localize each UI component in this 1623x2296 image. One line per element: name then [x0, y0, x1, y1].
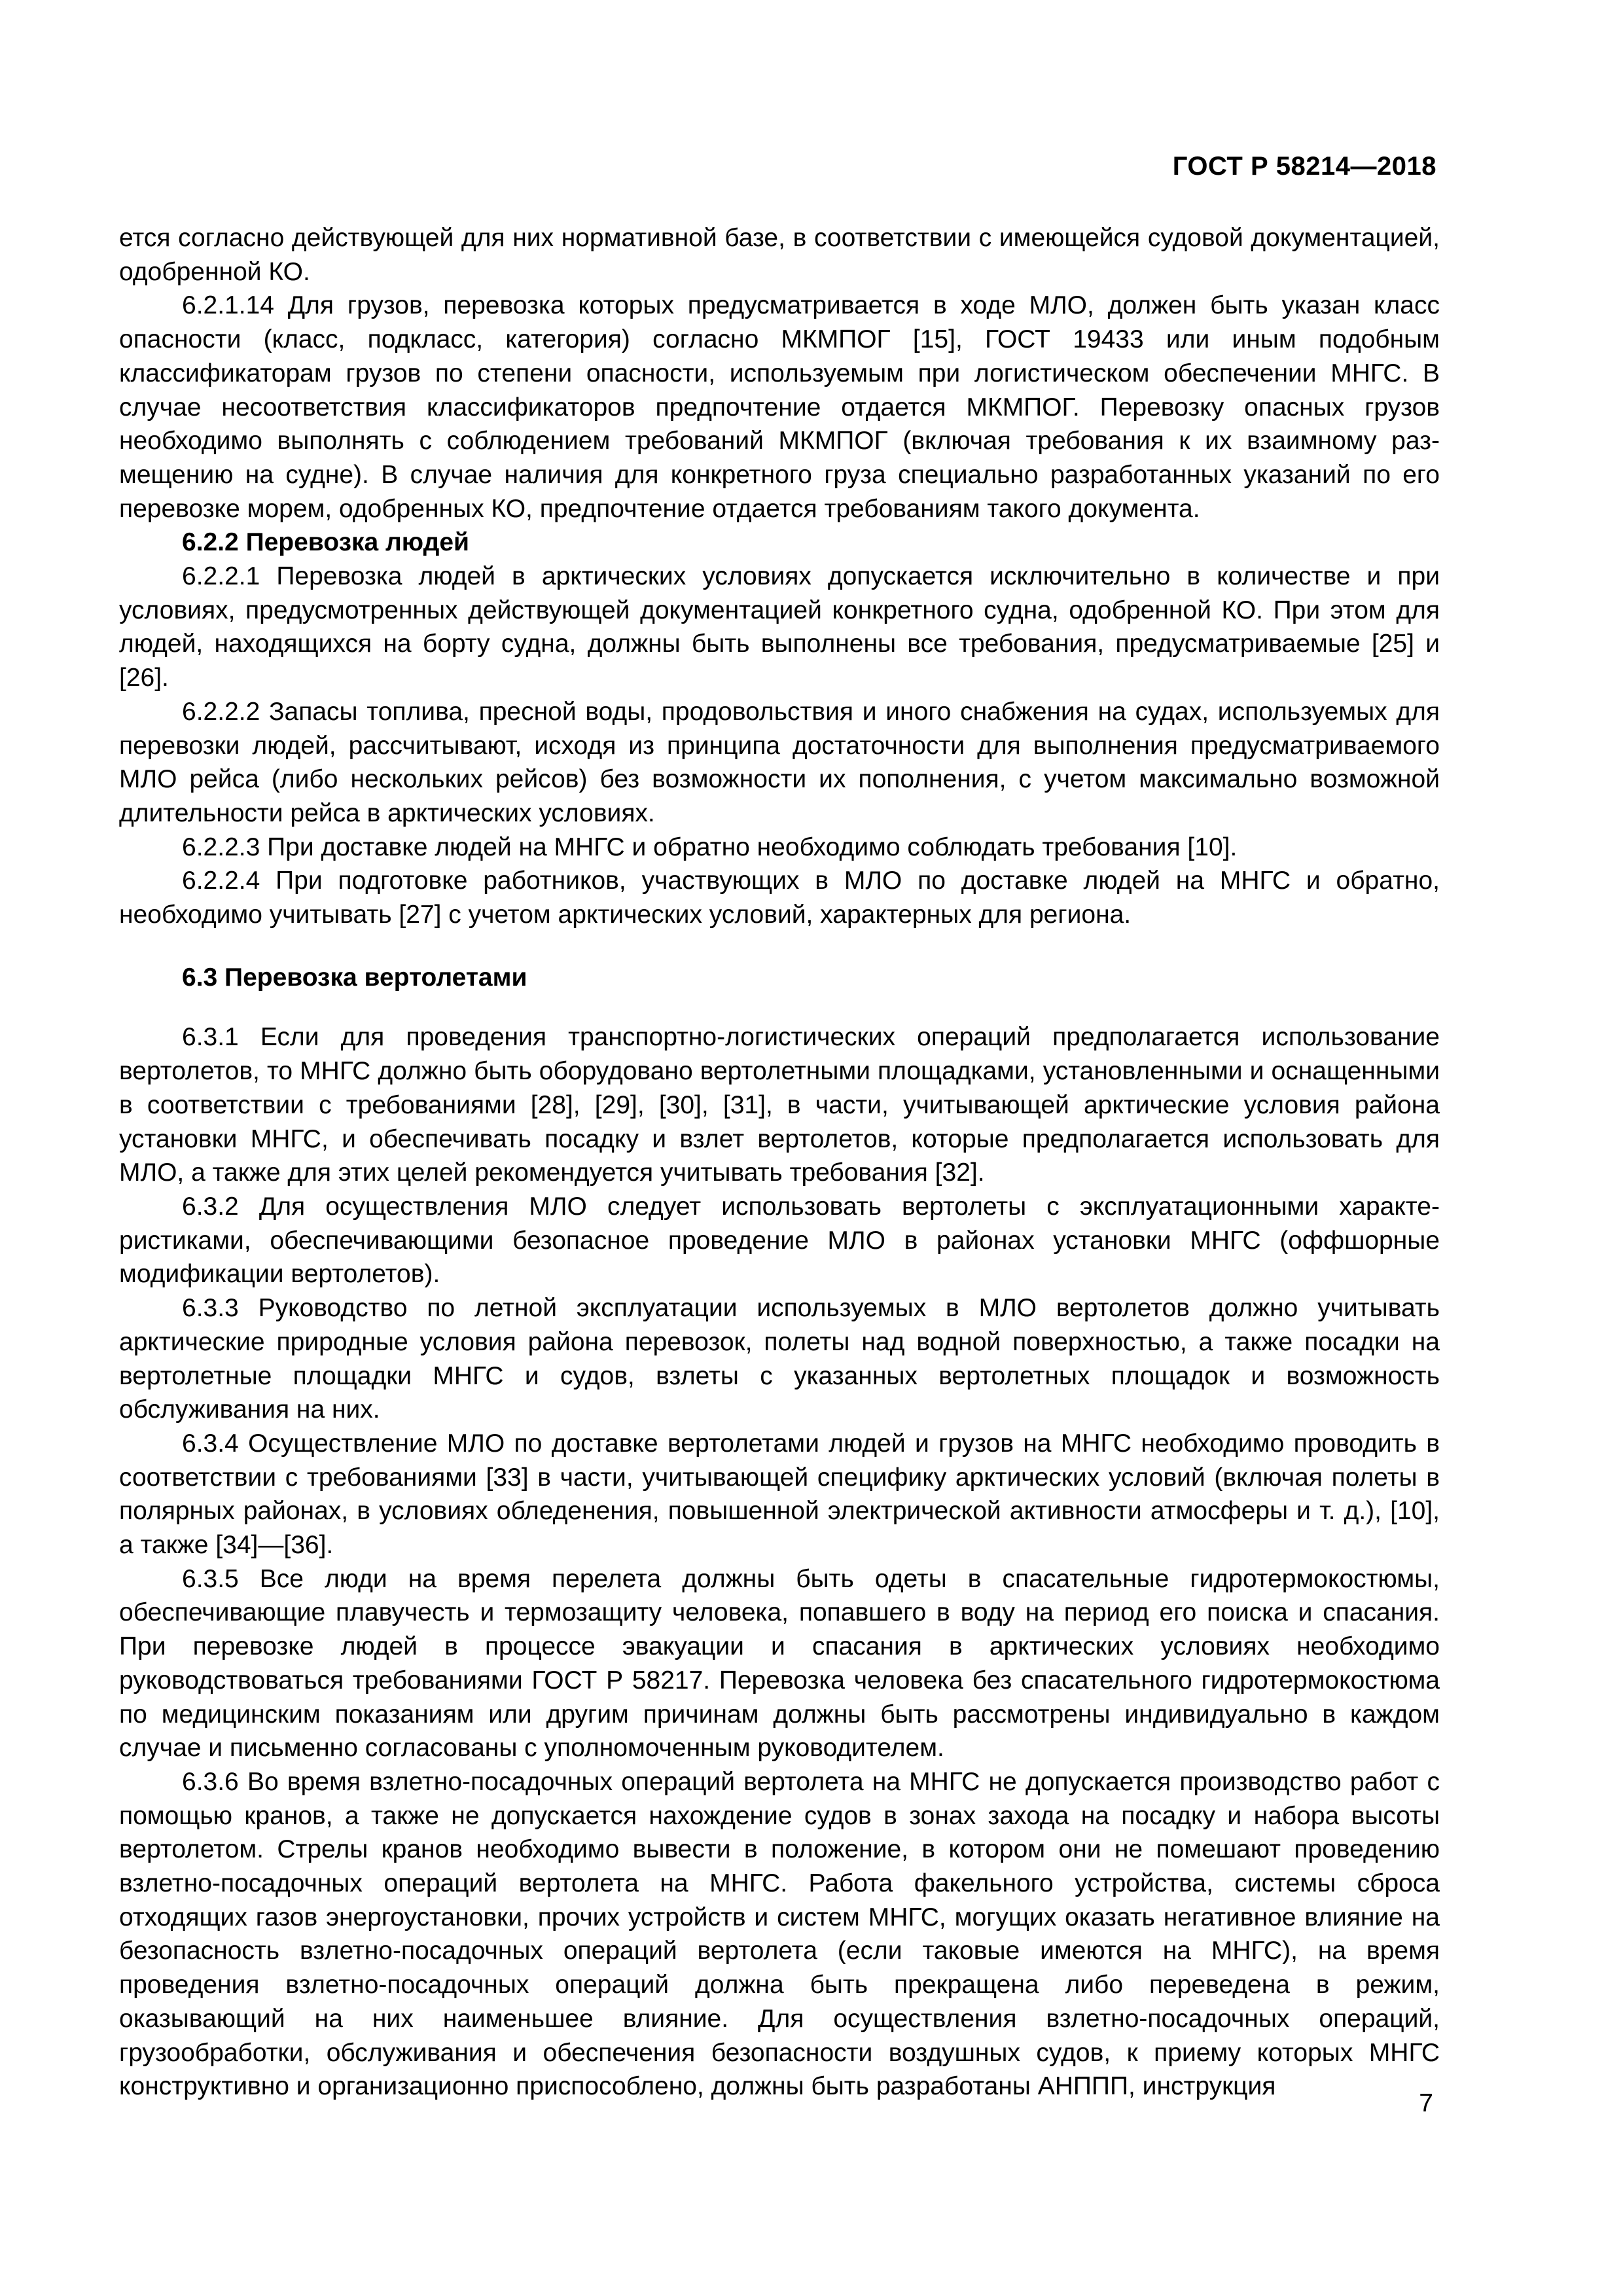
- paragraph-6-2-2-1: 6.2.2.1 Перевозка людей в арктических условиях допускается исключительно в количестве и при условиях, предусмотренных действующей документацией конкретного судна, одобренной КО. При этом для людей, находящихся на борту судна, должны быть выполнены все требования, предусматриваемые [25] и [26].: [119, 562, 1440, 692]
- paragraph-6-3-2: 6.3.2 Для осуществления МЛО следует использовать вертолеты с эксплуатационными характеристиками, обеспечивающими безопасное проведение МЛО в районах установки МНГС (оффшорные модификации вертолетов).: [119, 1192, 1440, 1289]
- paragraph-6-3-3: 6.3.3 Руководство по летной эксплуатации используемых в МЛО вертолетов должно учитывать арктические природные условия района перевозок, полеты над водной поверхностью, а также посадки на вертолетные площадки МНГС и судов, взлеты с указанных вертолетных площадок и возможность обслуживания на них.: [119, 1294, 1440, 1424]
- page-number: 7: [1419, 2089, 1433, 2117]
- paragraph-6-3-5: 6.3.5 Все люди на время перелета должны быть одеты в спасательные гидротермокостюмы, обеспечивающие плавучесть и термозащиту человека, попавшего в воду на период его поиска и спасания. При перевозке людей в процессе эвакуации и спасания в арктических условиях необходимо руководствоваться требованиями ГОСТ Р 58217. Перевозка человека без спасательного гидротермокостюма по медицинским показаниям или другим причинам должны быть рассмотрены индивидуально в каждом случае и письменно согласованы с уполномоченным руководителем.: [119, 1564, 1440, 1763]
- paragraph-6-2-2-2: 6.2.2.2 Запасы топлива, пресной воды, продовольствия и иного снабжения на судах, используемых для перевозки людей, рассчитывают, исходя из принципа достаточности для выполнения предусматриваемого МЛО рейса (либо нескольких рейсов) без возможности их пополнения, с учетом максимально возможной длительности рейса в арктических условиях.: [119, 697, 1440, 827]
- paragraph-6-3-4: 6.3.4 Осуществление МЛО по доставке вертолетами людей и грузов на МНГС необходимо проводить в соответствии с требованиями [33] в части, учитывающей специфику арктических условий (включая полеты в полярных районах, в условиях обледенения, повышенной электрической активности атмосферы и т. д.), [10], а также [34]—[36].: [119, 1429, 1440, 1560]
- paragraph-6-2-2-4: 6.2.2.4 При подготовке работников, участвующих в МЛО по доставке людей на МНГС и обратно, необходимо учитывать [27] с учетом арктических условий, характерных для региона.: [119, 867, 1440, 929]
- subsection-heading-6-2-2: 6.2.2 Перевозка людей: [182, 528, 469, 557]
- paragraph-6-2-2-3: 6.2.2.3 При доставке людей на МНГС и обратно необходимо соблюдать требования [10].: [182, 833, 1238, 861]
- paragraph-6-3-1: 6.3.1 Если для проведения транспортно-логистических операций предполагается использование вертолетов, то МНГС должно быть оборудовано вертолетными площадками, установленными и оснащенными в соответствии с требованиями [28], [29], [30], [31], в части, учитывающей арктические условия района установки МНГС, и обеспечивать посадку и взлет вертолетов, которые предполагается использовать для МЛО, а также для этих целей рекомендуется учитывать требования [32].: [119, 1023, 1440, 1187]
- page-body: [119, 221, 1440, 2104]
- continuation-paragraph: ется согласно действующей для них нормативной базе, в соответствии с имеющейся судовой документацией, одобренной КО.: [119, 224, 1440, 286]
- section-heading-6-3: 6.3 Перевозка вертолетами: [182, 963, 527, 992]
- paragraph-6-2-1-14: 6.2.1.14 Для грузов, перевозка которых предусматривается в ходе МЛО, должен быть указан класс опасности (класс, подкласс, категория) согласно МКМПОГ [15], ГОСТ 19433 или иным подобным классификаторам грузов по степени опасности, используемым при логистическом обеспечении МНГС. В случае несоответствия классификаторов предпочтение отдается МКМПОГ. Перевозку опасных грузов необходимо выполнять с соблюдением требований МКМПОГ (включая требования к их взаимному размещению на судне). В случае наличия для конкретного груза специально разработанных указаний по его перевозке морем, одобренных КО, предпочтение отдается требованиям такого документа.: [119, 291, 1440, 523]
- document-code-header: ГОСТ Р 58214—2018: [1172, 152, 1436, 181]
- paragraph-6-3-6: 6.3.6 Во время взлетно-посадочных операций вертолета на МНГС не допускается производство работ с помощью кранов, а также не допускается нахождение судов в зонах захода на посадку и набора высоты вертолетом. Стрелы кранов необходимо вывести в положение, в котором они не помешают проведению взлетно-посадочных операций вертолета на МНГС. Работа факельного устройства, системы сброса отходящих газов энергоустановки, прочих устройств и систем МНГС, могущих оказать негативное влияние на безопасность взлетно-посадочных операций вертолета (если таковые имеются на МНГС), на время проведения взлетно-посадочных операций должна быть прекращена либо переведена в режим, оказывающий на них наименьшее влияние. Для осуществления взлетно-посадочных операций, грузообработки, обслуживания и обеспечения безопасности воздушных судов, к приему которых МНГС конструктивно и организационно приспособлено, должны быть разработаны АНППП, инструкция: [119, 1767, 1440, 2101]
